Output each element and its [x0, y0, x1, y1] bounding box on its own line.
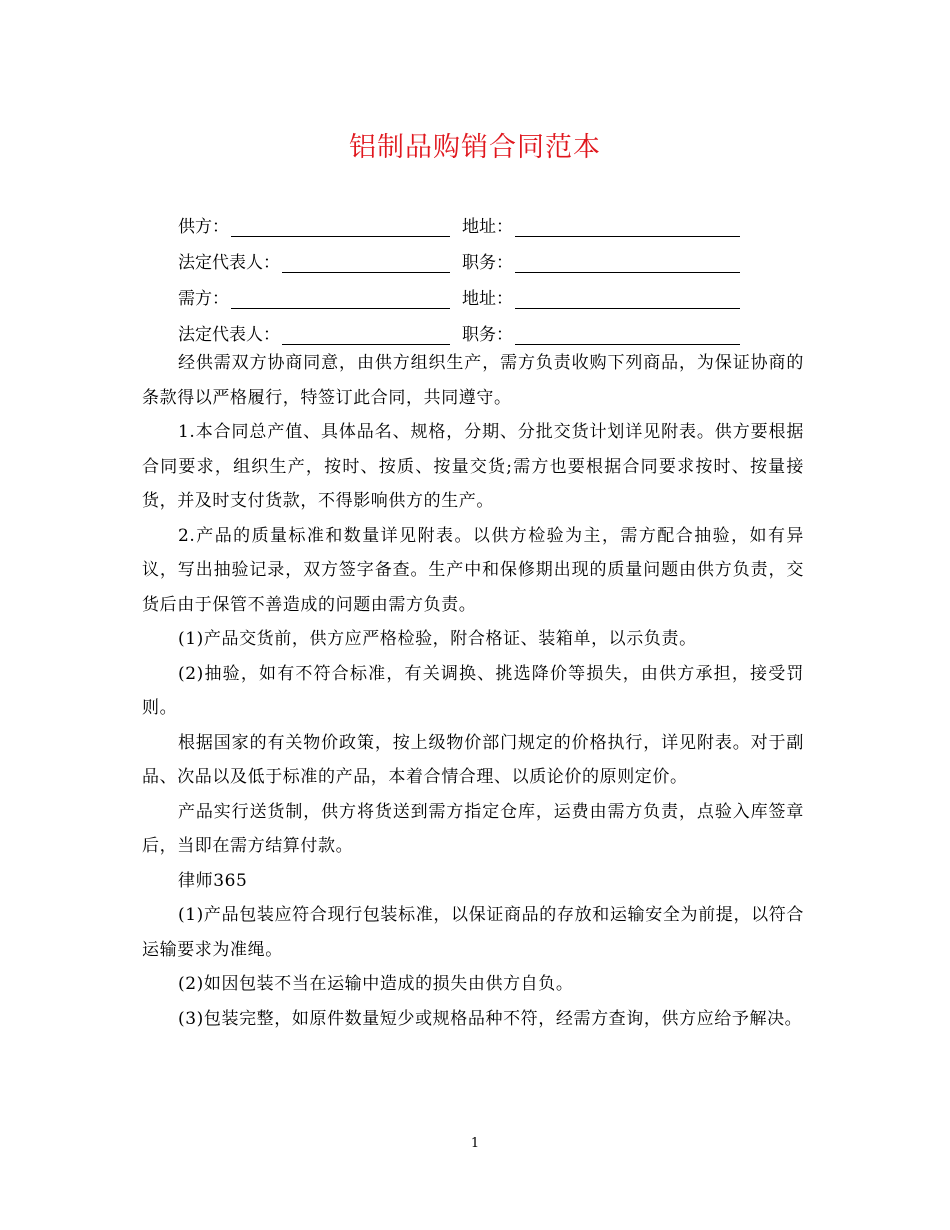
paragraph-intro: 经供需双方协商同意，由供方组织生产，需方负责收购下列商品，为保证协商的条款得以严格履行，特签订此合同，共同遵守。 — [142, 353, 804, 408]
buyer-label: 需方： — [178, 288, 229, 309]
supplier-address-field — [462, 212, 740, 237]
paragraph-clause-2: 2.产品的质量标准和数量详见附表。以供方检验为主，需方配合抽验，如有异议，写出抽验记录，双方签字备查。生产中和保修期出现的质量问题由供方负责，交货后由于保管不善造成的问题由需方负责。 — [142, 525, 804, 615]
field-row-supplier-rep — [178, 242, 798, 278]
paragraph-packaging-item-1: (1)产品包装应符合现行包装标准，以保证商品的存放和运输安全为前提，以符合运输要求为准绳。 — [142, 905, 804, 960]
buyer-position-label: 职务： — [462, 324, 513, 345]
paragraph-packaging-item-3: (3)包装完整，如原件数量短少或规格品种不符，经需方查询，供方应给予解决。 — [178, 1008, 803, 1029]
paragraph-lawyer-note: 律师365 — [178, 870, 248, 891]
paragraph-pricing: 根据国家的有关物价政策，按上级物价部门规定的价格执行，详见附表。对于副品、次品以及低于标准的产品，本着合情合理、以质论价的原则定价。 — [142, 732, 804, 787]
buyer-position-blank — [515, 326, 740, 345]
supplier-field — [178, 212, 450, 237]
supplier-position-blank — [515, 254, 740, 273]
buyer-blank — [231, 290, 450, 309]
buyer-rep-field — [178, 320, 450, 345]
supplier-blank — [231, 218, 450, 237]
supplier-position-label: 职务： — [462, 252, 513, 273]
paragraph-clause-1: 1.本合同总产值、具体品名、规格，分期、分批交货计划详见附表。供方要根据合同要求，组织生产，按时、按质、按量交货;需方也要根据合同要求按时、按量接货，并及时支付货款，不得影响供方的生产。 — [142, 422, 804, 511]
page-number: 1 — [470, 1136, 480, 1151]
document-title: 铝制品购销合同范本 — [349, 132, 601, 163]
supplier-label: 供方： — [178, 216, 229, 237]
buyer-address-field — [462, 284, 740, 309]
supplier-rep-blank — [282, 254, 450, 273]
supplier-rep-field — [178, 248, 450, 273]
supplier-address-label: 地址： — [462, 216, 513, 237]
paragraph-packaging-item-2: (2)如因包装不当在运输中造成的损失由供方自负。 — [178, 974, 574, 994]
buyer-address-label: 地址： — [462, 288, 513, 309]
supplier-address-blank — [515, 218, 740, 237]
field-row-buyer-rep — [178, 314, 798, 350]
paragraph-clause-2-item-1: (1)产品交货前，供方应严格检验，附合格证、装箱单，以示负责。 — [178, 629, 697, 649]
party-info-fields — [178, 206, 798, 350]
buyer-rep-label: 法定代表人： — [178, 324, 280, 345]
buyer-position-field — [462, 320, 740, 345]
field-row-supplier — [178, 206, 798, 242]
supplier-position-field — [462, 248, 740, 273]
buyer-field — [178, 284, 450, 309]
paragraph-delivery: 产品实行送货制，供方将货送到需方指定仓库，运费由需方负责，点验入库签章后，当即在需方结算付款。 — [142, 801, 804, 856]
paragraph-clause-2-item-2: (2)抽验，如有不符合标准，有关调换、挑选降价等损失，由供方承担，接受罚则。 — [142, 663, 804, 718]
buyer-address-blank — [515, 290, 740, 309]
buyer-rep-blank — [282, 326, 450, 345]
supplier-rep-label: 法定代表人： — [178, 252, 280, 273]
field-row-buyer — [178, 278, 798, 314]
contract-body — [142, 346, 804, 1036]
